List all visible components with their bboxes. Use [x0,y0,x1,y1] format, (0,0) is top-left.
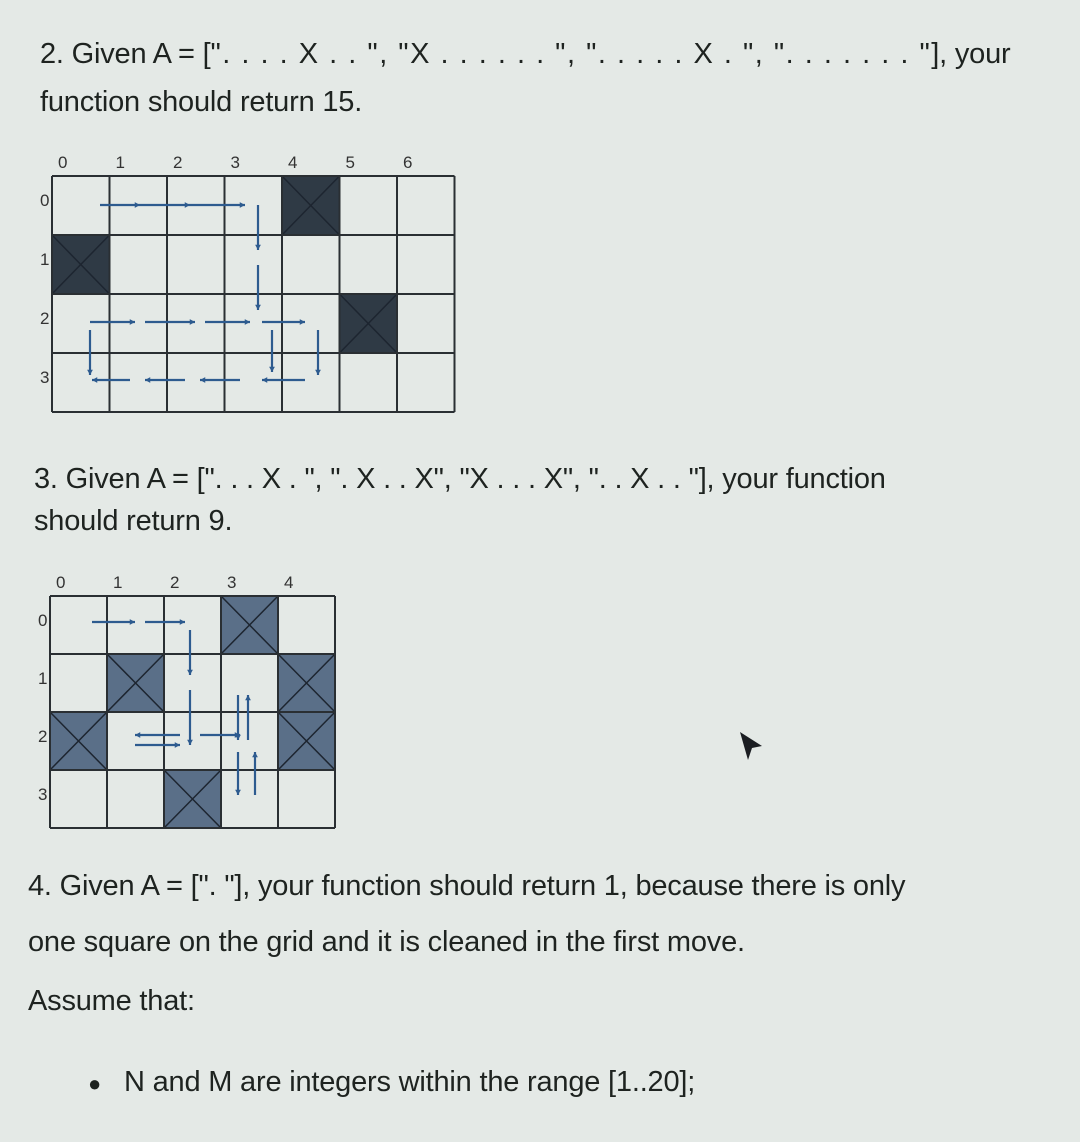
arrow-head [245,695,251,700]
arrow-head [252,752,258,757]
row-label: 0 [40,191,50,210]
example4-line1: 4. Given A = [". "], your function should return 1, because there is only [28,870,906,902]
row-label: 3 [38,785,48,804]
cursor-arrow-icon [736,730,766,766]
example2-line2: function should return 15. [40,86,363,118]
row-label: 1 [38,669,48,688]
row-label: 1 [40,250,50,269]
column-label: 6 [403,153,413,172]
column-label: 3 [227,573,237,592]
row-label: 2 [38,727,48,746]
arrow-head [130,619,135,625]
column-label: 0 [58,153,68,172]
example3-line2: should return 9. [34,505,233,537]
column-label: 5 [345,153,355,172]
column-label: 3 [230,153,240,172]
column-label: 1 [113,573,123,592]
bullet-dot-icon: ● [88,1071,102,1096]
arrow-head [187,670,193,675]
column-label: 2 [173,153,183,172]
arrow-head [135,732,140,738]
arrow-head [180,619,185,625]
column-label: 1 [115,153,125,172]
arrow-head [235,790,241,795]
arrow-head [187,740,193,745]
arrow-head [235,735,241,740]
example4-line2: one square on the grid and it is cleaned in the first move. [28,926,745,958]
column-label: 4 [284,573,294,592]
example3-line1: 3. Given A = [". . . X . ", ". X . . X", "X . . . X", ". . X . . "], your function [34,463,886,495]
column-label: 2 [170,573,180,592]
example2-array-code: ". . . . X . . ", "X . . . . . . ", ". . . . . X . ", ". . . . . . . " [210,38,932,70]
row-label: 2 [40,309,50,328]
assume-heading: Assume that: [28,985,195,1017]
assume-item-range: N and M are integers within the range [1..20]; [124,1066,696,1098]
row-label: 0 [38,611,48,630]
row-label: 3 [40,368,50,387]
example2-line1: 2. Given A = [". . . . X . . ", "X . . . . . . ", ". . . . . X . ", ". . . . . . . "], your [40,38,1011,70]
column-label: 4 [288,153,298,172]
arrow-head [175,742,180,748]
column-label: 0 [56,573,66,592]
